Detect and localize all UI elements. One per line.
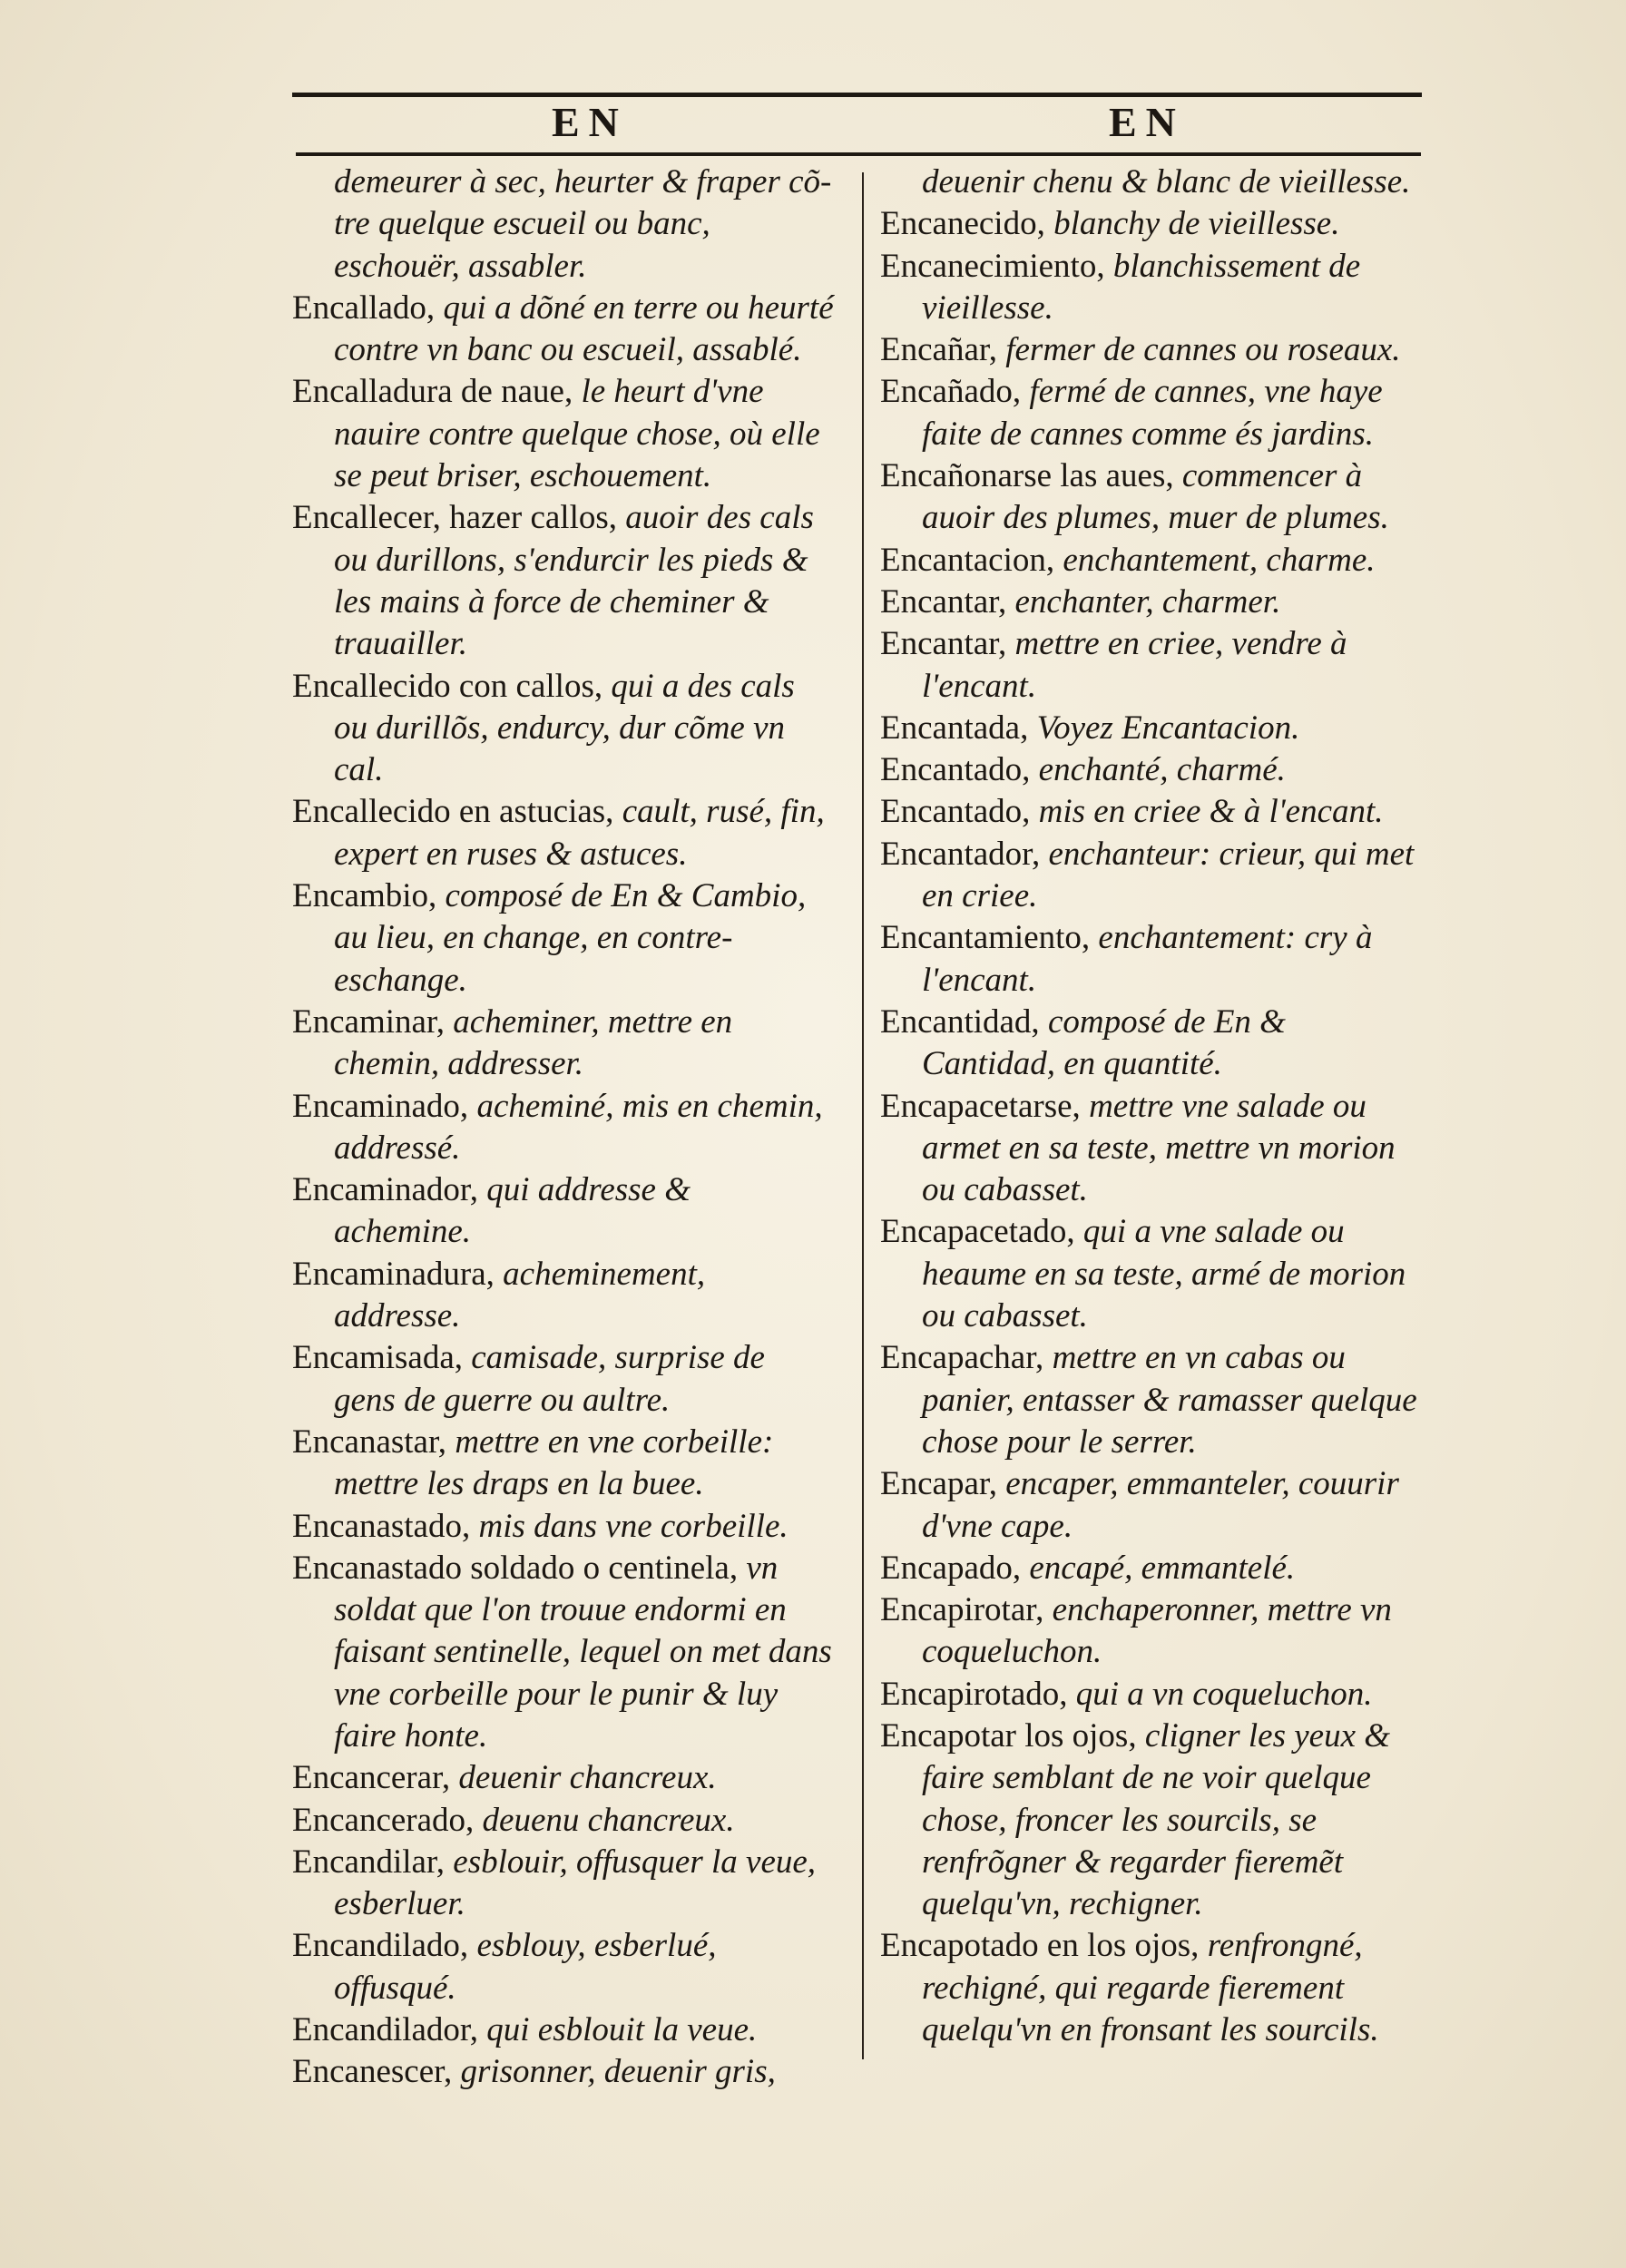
french-definition: mis dans vne corbeille. [478, 1507, 789, 1545]
right-column [880, 161, 1423, 2051]
headword: Encancerar, [292, 1759, 451, 1797]
dictionary-entry [880, 246, 1423, 330]
french-definition: encapé, emmantelé. [1029, 1549, 1296, 1587]
french-definition: esblouy, esberlué, offusqué. [334, 1927, 717, 2007]
headword: Encantamiento, [880, 919, 1091, 957]
french-definition: esblouir, offusquer la veue, esberluer. [334, 1843, 817, 1923]
headword: Encanastado, [292, 1507, 471, 1545]
dictionary-entry [292, 1337, 835, 1422]
french-definition: commencer à auoir des plumes, muer de plumes. [922, 457, 1389, 537]
dictionary-entry [880, 834, 1423, 918]
headword: Encaminador, [292, 1171, 479, 1209]
column-divider [862, 172, 864, 2059]
dictionary-entry [880, 1589, 1423, 1674]
dictionary-entry [292, 1800, 835, 1842]
french-definition: demeurer à sec, heurter & fraper cõ-tre quelque escueil ou banc, eschouër, assabler. [334, 163, 832, 285]
dictionary-entry [880, 582, 1423, 623]
headword: Encanescer, [292, 2053, 453, 2091]
french-definition: mettre en vne corbeille: mettre les draps en la buee. [334, 1422, 774, 1503]
dictionary-entry [880, 749, 1423, 791]
dictionary-entry [880, 371, 1423, 455]
headword: Encantar, [880, 625, 1007, 663]
french-definition: grisonner, deuenir gris, [460, 2053, 776, 2091]
headword: Encantada, [880, 709, 1029, 747]
french-definition: enchanté, charmé. [1038, 751, 1286, 789]
french-definition: enchaperonner, mettre vn coqueluchon. [922, 1591, 1392, 1671]
dictionary-entry [292, 2009, 835, 2051]
header-rule [296, 152, 1421, 156]
dictionary-entry [880, 540, 1423, 582]
headword: Encandilador, [292, 2011, 479, 2049]
french-definition: blanchissement de vieillesse. [922, 247, 1361, 327]
french-definition: acheminer, mettre en chemin, addresser. [334, 1002, 733, 1083]
headword: Encambio, [292, 877, 437, 915]
headword: Encapirotar, [880, 1591, 1044, 1629]
dictionary-entry [880, 203, 1423, 245]
dictionary-entry [292, 875, 835, 1002]
headword: Encapachar, [880, 1339, 1044, 1377]
headword: Encanastado soldado o centinela, [292, 1549, 739, 1587]
dictionary-entry [880, 1548, 1423, 1589]
dictionary-entry [292, 497, 835, 665]
headword: Encantado, [880, 793, 1031, 831]
french-definition: qui addresse & achemine. [334, 1171, 691, 1251]
headword: Encallecer, hazer callos, [292, 499, 618, 537]
dictionary-entry [880, 1463, 1423, 1548]
headword: Encaminadura, [292, 1255, 495, 1293]
french-definition: enchantement, charme. [1063, 541, 1376, 579]
dictionary-entry [880, 1716, 1423, 1925]
dictionary-entry [292, 1254, 835, 1338]
french-definition: Voyez Encantacion. [1036, 709, 1300, 747]
headword: Encantador, [880, 835, 1041, 873]
dictionary-entry [880, 329, 1423, 371]
left-column [292, 161, 835, 2094]
dictionary-entry [292, 2051, 835, 2093]
dictionary-entry [292, 1169, 835, 1254]
french-definition: blanchy de vieillesse. [1053, 205, 1340, 243]
headword: Encancerado, [292, 1801, 475, 1839]
headword: Encaminado, [292, 1087, 469, 1125]
french-definition: qui a des cals ou durillõs, endurcy, dur cõme vn cal. [334, 667, 795, 789]
french-definition: camisade, surprise de gens de guerre ou aultre. [334, 1339, 765, 1419]
dictionary-entry [880, 1086, 1423, 1212]
dictionary-entry [292, 161, 835, 288]
dictionary-entry [292, 1086, 835, 1170]
dictionary-entry [880, 1002, 1423, 1086]
french-definition: deuenir chancreux. [458, 1759, 717, 1797]
dictionary-entry [880, 1211, 1423, 1337]
french-definition: fermé de cannes, vne haye faite de cannes comme és jardins. [922, 373, 1383, 453]
french-definition: acheminement, addresse. [334, 1255, 706, 1335]
headword: Encallado, [292, 288, 436, 327]
french-definition: encaper, emmanteler, couurir d'vne cape. [922, 1465, 1399, 1545]
dictionary-entry [292, 288, 835, 372]
dictionary-entry [292, 666, 835, 792]
dictionary-entry [292, 1757, 835, 1799]
french-definition: qui a dõné en terre ou heurté contre vn banc ou escueil, assablé. [334, 288, 834, 369]
headword: Encañonarse las aues, [880, 457, 1174, 495]
dictionary-entry [880, 455, 1423, 540]
headword: Encantidad, [880, 1002, 1040, 1041]
headword: Encapirotado, [880, 1675, 1068, 1713]
french-definition: mettre en criee, vendre à l'encant. [922, 625, 1347, 705]
french-definition: mettre vne salade ou armet en sa teste, mettre vn morion ou cabasset. [922, 1087, 1396, 1209]
dictionary-entry [292, 1422, 835, 1506]
headword: Encanecimiento, [880, 247, 1105, 285]
dictionary-entry [292, 1925, 835, 2009]
headword: Encapacetado, [880, 1213, 1075, 1251]
french-definition: mettre en vn cabas ou panier, entasser & ramasser quelque chose pour le serrer. [922, 1339, 1417, 1461]
headword: Encantacion, [880, 541, 1055, 579]
french-definition: cligner les yeux & faire semblant de ne voir quelque chose, froncer les sourcils, se renfrõgner & regarder fieremẽt quelqu'vn, rechigner. [922, 1716, 1391, 1923]
headword: Encapacetarse, [880, 1087, 1081, 1125]
french-definition: composé de En & Cambio, au lieu, en change, en contre-eschange. [334, 877, 807, 999]
top-rule [292, 93, 1422, 97]
french-definition: qui a vne salade ou heaume en sa teste, armé de morion ou cabasset. [922, 1213, 1406, 1335]
running-head-left: EN [552, 99, 628, 145]
dictionary-entry [292, 1506, 835, 1548]
headword: Encallecido con callos, [292, 667, 603, 705]
french-definition: composé de En & Cantidad, en quantité. [922, 1002, 1286, 1083]
dictionary-entry [880, 708, 1423, 749]
headword: Encanastar, [292, 1422, 447, 1461]
dictionary-entry [880, 161, 1423, 203]
headword: Encantado, [880, 751, 1031, 789]
dictionary-entry [292, 371, 835, 497]
french-definition: qui a vn coqueluchon. [1075, 1675, 1373, 1713]
dictionary-entry [292, 791, 835, 875]
dictionary-entry [880, 917, 1423, 1002]
headword: Encallecido en astucias, [292, 793, 614, 831]
headword: Encamisada, [292, 1339, 463, 1377]
running-head-right: EN [1109, 99, 1185, 145]
headword: Encandilar, [292, 1843, 446, 1881]
french-definition: deuenir chenu & blanc de vieillesse. [922, 163, 1411, 200]
french-definition: vn soldat que l'on trouue endormi en faisant sentinelle, lequel on met dans vne corbeille pour le punir & luy faire honte. [334, 1549, 832, 1755]
dictionary-entry [292, 1548, 835, 1757]
french-definition: cault, rusé, fin, expert en ruses & astuces. [334, 793, 825, 873]
headword: Encapotado en los ojos, [880, 1927, 1200, 1965]
french-definition: renfrongné, rechigné, qui regarde fierement quelqu'vn en fronsant les sourcils. [922, 1927, 1379, 2049]
headword: Encalladura de naue, [292, 373, 573, 411]
french-definition: enchanter, charmer. [1014, 582, 1281, 621]
dictionary-entry [880, 1925, 1423, 2051]
dictionary-entry [880, 1674, 1423, 1716]
headword: Encañar, [880, 331, 997, 369]
headword: Encapado, [880, 1549, 1022, 1587]
headword: Encandilado, [292, 1927, 469, 1965]
dictionary-entry [292, 1002, 835, 1086]
headword: Encapar, [880, 1465, 997, 1503]
dictionary-entry [880, 623, 1423, 708]
dictionary-entry [880, 791, 1423, 833]
headword: Encantar, [880, 582, 1007, 621]
headword: Encapotar los ojos, [880, 1716, 1137, 1755]
french-definition: le heurt d'vne nauire contre quelque chose, où elle se peut briser, eschouement. [334, 373, 820, 495]
french-definition: qui esblouit la veue. [486, 2011, 758, 2049]
dictionary-entry [880, 1337, 1423, 1463]
headword: Encaminar, [292, 1002, 446, 1041]
headword: Encanecido, [880, 205, 1045, 243]
headword: Encañado, [880, 373, 1022, 411]
french-definition: mis en criee & à l'encant. [1038, 793, 1384, 831]
dictionary-entry [292, 1842, 835, 1926]
french-definition: enchanteur: crieur, qui met en criee. [922, 835, 1415, 915]
french-definition: acheminé, mis en chemin, addressé. [334, 1087, 823, 1167]
french-definition: deuenu chancreux. [482, 1801, 735, 1839]
french-definition: auoir des cals ou durillons, s'endurcir les pieds & les mains à force de cheminer & trauailler. [334, 499, 814, 663]
french-definition: enchantement: cry à l'encant. [922, 919, 1373, 999]
french-definition: fermer de cannes ou roseaux. [1005, 331, 1401, 369]
